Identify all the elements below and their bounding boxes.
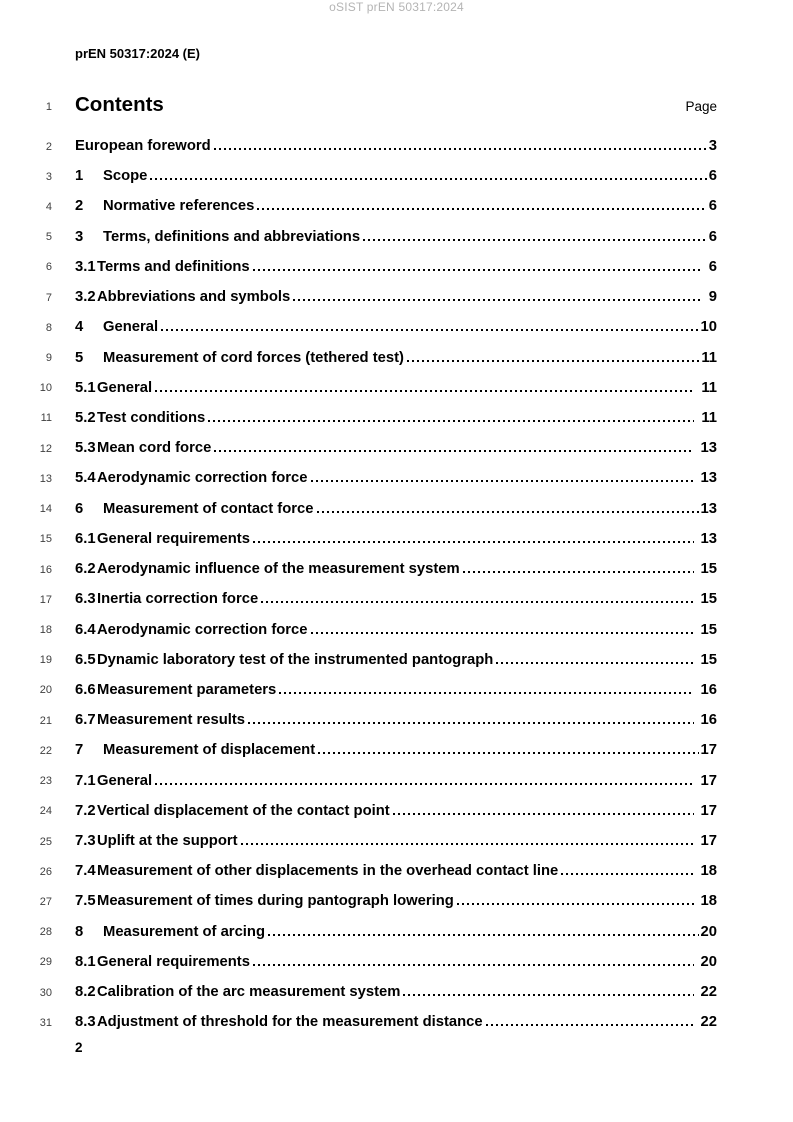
toc-entry-number: 6.7	[75, 712, 96, 729]
toc-entry-title: Aerodynamic correction force	[97, 621, 308, 638]
toc-entry-number: 6	[75, 500, 84, 517]
toc-entry-page: 18	[700, 863, 717, 880]
toc-entry-page: 22	[700, 1014, 717, 1031]
toc-leader-dots	[317, 501, 700, 513]
toc-entry-title: Dynamic laboratory test of the instrumented pantograph	[97, 651, 494, 668]
toc-row	[39, 712, 717, 742]
toc-row	[39, 440, 717, 470]
toc-entry-page: 17	[700, 833, 717, 850]
toc-entry-page: 13	[700, 440, 717, 457]
page-column-label: Page	[685, 99, 717, 114]
toc-leader-dots	[155, 773, 694, 785]
toc-entry-page: 11	[701, 409, 717, 426]
toc-entry-title: Terms, definitions and abbreviations	[103, 228, 361, 245]
toc-entry-number: 5.4	[75, 470, 96, 487]
toc-entry-title: Measurement of times during pantograph lowering	[97, 893, 454, 910]
toc-entry-number: 6.1	[75, 530, 96, 547]
toc-entry-page: 16	[700, 681, 717, 698]
toc-leader-dots	[214, 138, 708, 150]
toc-row	[45, 228, 717, 259]
toc-entry-number: 7.2	[75, 802, 96, 819]
margin-line-number: 4	[45, 200, 52, 213]
toc-leader-dots	[463, 561, 695, 573]
toc-row	[39, 984, 717, 1014]
toc-row	[39, 772, 717, 803]
margin-line-number: 18	[39, 624, 52, 636]
toc-row	[39, 833, 717, 863]
toc-entry-number: 6.3	[75, 591, 96, 608]
toc-row	[39, 470, 717, 500]
toc-entry-number: 7.1	[75, 772, 96, 789]
toc-entry-page: 11	[701, 379, 717, 396]
toc-leader-dots	[561, 863, 694, 875]
toc-entry-page: 10	[700, 319, 717, 336]
toc-entry-title: General	[97, 772, 153, 789]
toc-entry-page: 9	[708, 289, 717, 306]
toc-leader-dots	[393, 803, 695, 815]
toc-entry-title: Normative references	[103, 198, 255, 215]
toc-entry-number: 2	[75, 198, 84, 215]
toc-entry-number: 7	[75, 742, 84, 759]
toc-entry-title: Abbreviations and symbols	[97, 289, 291, 306]
toc-entry-title: Aerodynamic correction force	[97, 470, 308, 487]
toc-leader-dots	[486, 1014, 695, 1026]
contents-heading-row	[45, 93, 717, 116]
toc-entry-page: 13	[700, 530, 717, 547]
toc-entry-title: General requirements	[97, 953, 250, 970]
margin-line-number: 12	[39, 442, 52, 455]
toc-row	[45, 319, 717, 349]
toc-leader-dots	[496, 652, 694, 664]
toc-entry-page: 6	[708, 168, 717, 185]
toc-leader-dots	[293, 289, 703, 301]
toc-entry-number: 4	[75, 319, 84, 336]
margin-line-number: 27	[39, 895, 52, 908]
margin-line-number: 28	[39, 926, 52, 939]
toc-entry-title: Measurement of cord forces (tethered test)	[103, 349, 404, 366]
toc-leader-dots	[318, 742, 699, 754]
toc-entry-number: 8.3	[75, 1014, 96, 1031]
toc-row	[39, 500, 717, 531]
toc-entry-title: Inertia correction force	[97, 591, 259, 608]
toc-row	[39, 893, 717, 923]
toc-entry-number: 3.1	[75, 258, 96, 275]
toc-entry-number: 7.4	[75, 863, 96, 880]
toc-entry-title: European foreword	[75, 138, 211, 154]
toc-entry-title: Aerodynamic influence of the measurement system	[97, 561, 460, 578]
toc-entry-title: General	[97, 379, 153, 396]
margin-line-number: 25	[39, 835, 52, 848]
toc-entry-number: 8.2	[75, 984, 96, 1001]
toc-entry-title: Measurement of contact force	[103, 500, 314, 517]
toc-entry-page: 3	[708, 138, 717, 154]
toc-entry-number: 1	[75, 168, 84, 185]
margin-line-number: 22	[39, 744, 52, 757]
margin-line-number: 31	[39, 1016, 52, 1029]
toc-leader-dots	[363, 229, 708, 241]
toc-entry-number: 5.2	[75, 409, 96, 426]
margin-line-number: 11	[40, 412, 52, 425]
toc-leader-dots	[208, 410, 695, 422]
toc-entry-title: Adjustment of threshold for the measurement distance	[97, 1014, 483, 1031]
toc-row	[39, 863, 717, 893]
toc-entry-number: 6.4	[75, 621, 96, 638]
margin-line-number: 15	[39, 533, 52, 546]
toc-entry-number: 5.3	[75, 440, 96, 457]
toc-entry-page: 6	[708, 198, 717, 215]
toc-entry-title: Measurement of displacement	[103, 742, 316, 759]
toc-entry-number: 3	[75, 228, 84, 245]
toc-leader-dots	[253, 259, 703, 271]
toc-entry-page: 13	[700, 470, 717, 487]
toc-entry-title: Measurement results	[97, 712, 246, 729]
toc-row	[39, 379, 717, 410]
toc-entry-number: 6.2	[75, 561, 96, 578]
toc-leader-dots	[268, 924, 700, 936]
toc-entry-number: 5.1	[75, 379, 96, 396]
toc-leader-dots	[257, 198, 707, 210]
margin-line-number: 1	[45, 101, 52, 113]
toc-row	[45, 138, 717, 168]
toc-entry-number: 7.3	[75, 833, 96, 850]
margin-line-number: 10	[39, 382, 52, 395]
toc-row	[45, 349, 717, 380]
toc-row	[39, 621, 717, 652]
toc-leader-dots	[248, 712, 695, 724]
toc-leader-dots	[407, 350, 700, 362]
toc-entry-title: General requirements	[97, 530, 250, 547]
toc-entry-number: 8	[75, 923, 84, 940]
toc-entry-page: 17	[700, 772, 717, 789]
toc-leader-dots	[457, 893, 695, 905]
toc-entry-title: Measurement of other displacements in the overhead contact line	[97, 863, 559, 880]
document-header: prEN 50317:2024 (E)	[75, 46, 201, 61]
toc-row	[39, 742, 717, 772]
toc-row	[40, 409, 717, 440]
toc-entry-page: 22	[700, 984, 717, 1001]
toc-entry-title: Test conditions	[97, 409, 206, 426]
margin-line-number: 26	[39, 865, 52, 878]
toc-row	[45, 258, 717, 289]
margin-line-number: 2	[45, 140, 52, 153]
toc-row	[39, 923, 717, 954]
toc-entry-number: 5	[75, 349, 84, 366]
toc-entry-page: 15	[700, 561, 717, 578]
toc-list	[39, 138, 717, 1045]
toc-entry-number: 6.5	[75, 651, 96, 668]
margin-line-number: 30	[39, 986, 52, 999]
margin-line-number: 24	[39, 805, 52, 818]
toc-row	[45, 289, 717, 319]
margin-line-number: 21	[39, 714, 52, 727]
toc-heading: Contents	[75, 93, 164, 116]
margin-line-number: 8	[45, 321, 52, 334]
toc-entry-title: Terms and definitions	[97, 258, 250, 275]
margin-line-number: 7	[45, 291, 52, 304]
toc-leader-dots	[150, 168, 707, 180]
toc-leader-dots	[311, 470, 695, 482]
toc-row	[39, 953, 717, 984]
toc-entry-page: 15	[700, 591, 717, 608]
toc-entry-title: Calibration of the arc measurement system	[97, 984, 401, 1001]
toc-leader-dots	[253, 954, 695, 966]
toc-row	[39, 681, 717, 712]
margin-line-number: 13	[39, 472, 52, 485]
toc-entry-title: Measurement of arcing	[103, 923, 265, 940]
toc-leader-dots	[253, 531, 695, 543]
toc-entry-title: Scope	[103, 168, 148, 185]
toc-row	[39, 651, 717, 682]
toc-entry-number: 3.2	[75, 289, 96, 306]
margin-line-number: 19	[39, 654, 52, 667]
margin-line-number: 14	[39, 503, 52, 516]
toc-row	[39, 1014, 717, 1044]
margin-line-number: 29	[39, 956, 52, 969]
toc-entry-number: 8.1	[75, 953, 96, 970]
margin-line-number: 16	[39, 563, 52, 576]
toc-entry-title: Measurement parameters	[97, 681, 277, 698]
toc-leader-dots	[311, 622, 695, 634]
toc-entry-page: 18	[700, 893, 717, 910]
toc-entry-page: 17	[700, 802, 717, 819]
toc-row	[39, 802, 717, 833]
toc-entry-page: 11	[701, 349, 717, 366]
toc-row	[39, 530, 717, 561]
margin-line-number: 17	[39, 593, 52, 606]
toc-entry-page: 20	[700, 953, 717, 970]
toc-entry-page: 13	[700, 500, 717, 517]
toc-leader-dots	[161, 319, 699, 331]
footer-page-number: 2	[75, 1040, 83, 1055]
toc-entry-page: 17	[700, 742, 717, 759]
toc-leader-dots	[214, 440, 694, 452]
margin-line-number: 5	[45, 231, 52, 244]
margin-line-number: 3	[45, 170, 52, 183]
watermark-text: oSIST prEN 50317:2024	[329, 0, 464, 14]
toc-leader-dots	[261, 591, 694, 603]
toc-row	[39, 591, 717, 621]
toc-entry-page: 16	[700, 712, 717, 729]
margin-line-number: 23	[39, 775, 52, 788]
toc-leader-dots	[279, 682, 694, 694]
toc-row	[45, 168, 717, 198]
margin-line-number: 20	[39, 684, 52, 697]
toc-entry-page: 20	[700, 923, 717, 940]
toc-entry-title: Uplift at the support	[97, 833, 238, 850]
toc-entry-number: 6.6	[75, 681, 96, 698]
toc-entry-page: 6	[708, 258, 717, 275]
toc-row	[45, 198, 717, 228]
toc-leader-dots	[155, 380, 695, 392]
toc-entry-title: Mean cord force	[97, 440, 212, 457]
toc-leader-dots	[403, 984, 694, 996]
margin-line-number: 6	[45, 261, 52, 274]
toc-row	[39, 561, 717, 591]
toc-entry-page: 6	[708, 228, 717, 245]
margin-line-number: 9	[45, 352, 52, 365]
toc-entry-page: 15	[700, 621, 717, 638]
toc-leader-dots	[241, 833, 695, 845]
toc-entry-number: 7.5	[75, 893, 96, 910]
toc-entry-title: Vertical displacement of the contact point	[97, 802, 390, 819]
toc-entry-page: 15	[700, 651, 717, 668]
toc-entry-title: General	[103, 319, 159, 336]
